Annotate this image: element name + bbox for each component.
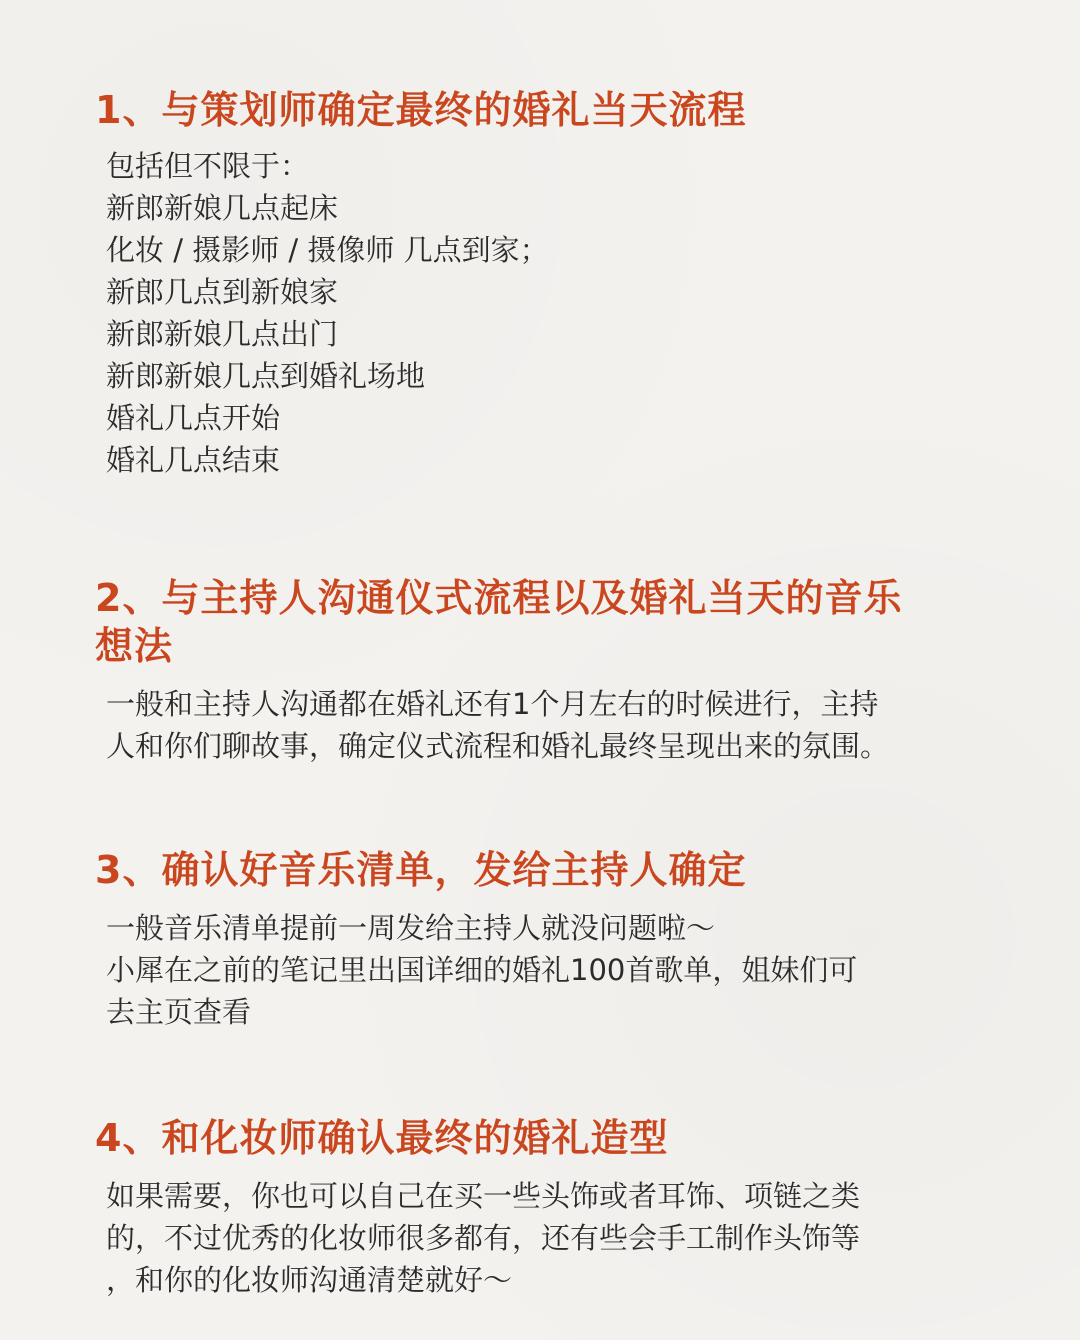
section-1-body bbox=[106, 145, 1006, 481]
section-3-line: 去主页查看 bbox=[106, 995, 252, 1029]
section-4-line: 如果需要，你也可以自己在买一些头饰或者耳饰、项链之类 bbox=[106, 1179, 861, 1213]
section-3-line: 小犀在之前的笔记里出国详细的婚礼100首歌单，姐妹们可 bbox=[106, 953, 858, 987]
section-4-heading: 4、和化妆师确认最终的婚礼造型 bbox=[95, 1116, 669, 1160]
section-3-line: 一般音乐清单提前一周发给主持人就没问题啦～ bbox=[106, 911, 716, 945]
section-1-line: 新郎几点到新娘家 bbox=[106, 275, 339, 309]
section-3-body bbox=[106, 907, 1006, 1033]
section-1-line: 婚礼几点结束 bbox=[106, 443, 281, 477]
section-3-heading: 3、确认好音乐清单，发给主持人确定 bbox=[95, 848, 747, 892]
section-2-body bbox=[106, 683, 1006, 767]
section-2-heading bbox=[95, 574, 995, 670]
section-2-line: 人和你们聊故事，确定仪式流程和婚礼最终呈现出来的氛围。 bbox=[106, 729, 890, 763]
section-4-line: 的，不过优秀的化妆师很多都有，还有些会手工制作头饰等 bbox=[106, 1221, 861, 1255]
section-4-body bbox=[106, 1175, 1006, 1301]
section-2-heading-line-1: 2、与主持人沟通仪式流程以及婚礼当天的音乐 bbox=[95, 576, 903, 620]
section-1-line: 婚礼几点开始 bbox=[106, 401, 281, 435]
section-4-line: ，和你的化妆师沟通清楚就好～ bbox=[106, 1263, 513, 1297]
section-1-line: 新郎新娘几点出门 bbox=[106, 317, 339, 351]
section-2-heading-line-2: 想法 bbox=[95, 624, 174, 668]
section-1-heading: 1、与策划师确定最终的婚礼当天流程 bbox=[95, 88, 747, 132]
section-1-line: 化妆 / 摄影师 / 摄像师 几点到家； bbox=[106, 233, 549, 267]
section-1-line: 包括但不限于： bbox=[106, 149, 310, 183]
section-1-line: 新郎新娘几点到婚礼场地 bbox=[106, 359, 426, 393]
section-1-line: 新郎新娘几点起床 bbox=[106, 191, 339, 225]
section-2-line: 一般和主持人沟通都在婚礼还有1个月左右的时候进行，主持 bbox=[106, 687, 879, 721]
